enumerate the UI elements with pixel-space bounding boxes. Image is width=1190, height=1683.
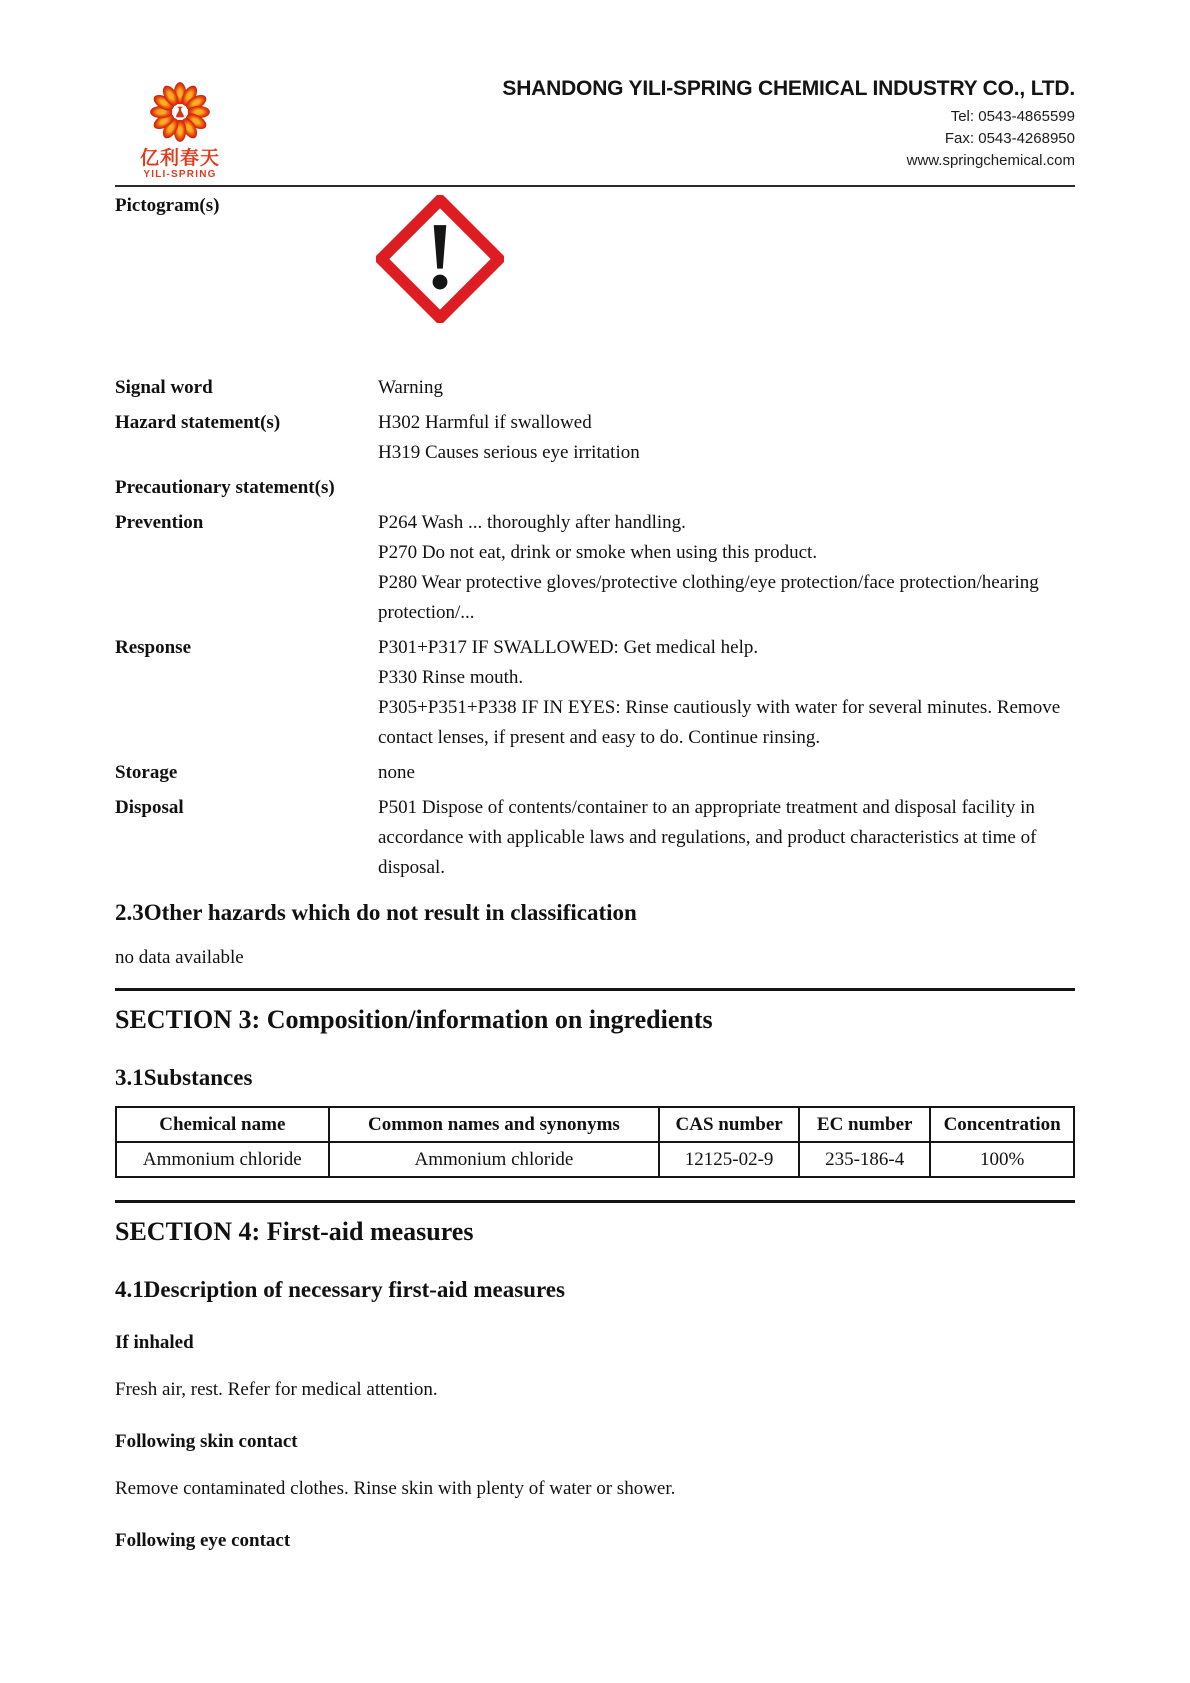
cell-cas-number: 12125-02-9 (659, 1142, 799, 1177)
section-divider (115, 988, 1075, 991)
company-logo (125, 76, 235, 181)
statement-value (378, 473, 1075, 503)
statement-row (115, 633, 1075, 753)
statement-row (115, 408, 1075, 468)
statement-line: none (378, 762, 415, 783)
first-aid-subheading: Following skin contact (115, 1431, 298, 1452)
flower-flask-logo-icon (144, 76, 216, 148)
company-info (235, 76, 1075, 172)
col-header-ec-number: EC number (799, 1107, 930, 1142)
heading-2-3: 2.3Other hazards which do not result in classification (115, 900, 637, 925)
statement-line: P301+P317 IF SWALLOWED: Get medical help. (378, 637, 759, 658)
first-aid-text: Fresh air, rest. Refer for medical attention. (115, 1379, 438, 1400)
hazard-statements-block (115, 373, 1075, 883)
pictogram-label: Pictogram(s) (115, 195, 220, 216)
statement-value (378, 373, 1075, 403)
cell-ec-number: 235-186-4 (799, 1142, 930, 1177)
cell-concentration: 100% (930, 1142, 1074, 1177)
statement-line: P280 Wear protective gloves/protective clothing/eye protection/face protection/hearing protection/... (378, 572, 1039, 623)
col-header-cas-number: CAS number (659, 1107, 799, 1142)
col-header-concentration: Concentration (930, 1107, 1074, 1142)
statement-line: P330 Rinse mouth. (378, 667, 524, 688)
col-header-chemical-name: Chemical name (116, 1107, 329, 1142)
company-tel: Tel: 0543-4865599 (950, 108, 1075, 125)
ghs-exclamation-mark-icon (376, 195, 504, 323)
statement-value (378, 408, 1075, 468)
first-aid-subheading: Following eye contact (115, 1530, 291, 1551)
document-header (115, 76, 1075, 187)
statement-value (378, 758, 1075, 788)
no-data-text: no data available (115, 947, 244, 968)
statement-line: Warning (378, 377, 443, 398)
statement-label: Disposal (115, 797, 184, 818)
heading-4-1: 4.1Description of necessary first-aid measures (115, 1277, 565, 1302)
statement-label: Storage (115, 762, 178, 783)
section-divider (115, 1200, 1075, 1203)
section-4-heading: SECTION 4: First-aid measures (115, 1217, 474, 1246)
statement-line: H319 Causes serious eye irritation (378, 442, 640, 463)
table-header-row (116, 1107, 1074, 1142)
cell-common-names: Ammonium chloride (329, 1142, 660, 1177)
company-fax: Fax: 0543-4268950 (944, 130, 1075, 147)
statement-line: P305+P351+P338 IF IN EYES: Rinse cautiously with water for several minutes. Remove contact lenses, if present and easy to do. Continue rinsing. (378, 697, 1061, 748)
heading-3-1: 3.1Substances (115, 1065, 253, 1090)
logo-chinese-name: 亿利春天 (139, 148, 220, 169)
statement-value (378, 793, 1075, 883)
table-row (116, 1142, 1074, 1177)
pictogram-section (115, 195, 1075, 373)
first-aid-text: Remove contaminated clothes. Rinse skin with plenty of water or shower. (115, 1478, 676, 1499)
statement-line: P264 Wash ... thoroughly after handling. (378, 512, 686, 533)
statement-row (115, 793, 1075, 883)
composition-table (115, 1106, 1075, 1178)
statement-value (378, 508, 1075, 628)
statement-line: H302 Harmful if swallowed (378, 412, 592, 433)
cell-chemical-name: Ammonium chloride (116, 1142, 329, 1177)
statement-line: P501 Dispose of contents/container to an appropriate treatment and disposal facility in accordance with applicable laws and regulations, and product characteristics at time of disposal. (378, 797, 1037, 878)
statement-row (115, 473, 1075, 503)
section-3-heading: SECTION 3: Composition/information on ingredients (115, 1005, 713, 1034)
logo-english-name: YILI-SPRING (143, 169, 217, 180)
company-website: www.springchemical.com (906, 152, 1075, 169)
statement-label: Hazard statement(s) (115, 412, 281, 433)
statement-row (115, 758, 1075, 788)
statement-label: Precautionary statement(s) (115, 477, 335, 498)
col-header-common-names: Common names and synonyms (329, 1107, 660, 1142)
statement-line: P270 Do not eat, drink or smoke when using this product. (378, 542, 818, 563)
statement-row (115, 508, 1075, 628)
statement-label: Signal word (115, 377, 213, 398)
first-aid-subheading: If inhaled (115, 1332, 194, 1353)
company-name: SHANDONG YILI-SPRING CHEMICAL INDUSTRY CO., LTD. (502, 77, 1075, 100)
statement-label: Response (115, 637, 192, 658)
statement-row (115, 373, 1075, 403)
statement-value (378, 633, 1075, 753)
statement-label: Prevention (115, 512, 204, 533)
